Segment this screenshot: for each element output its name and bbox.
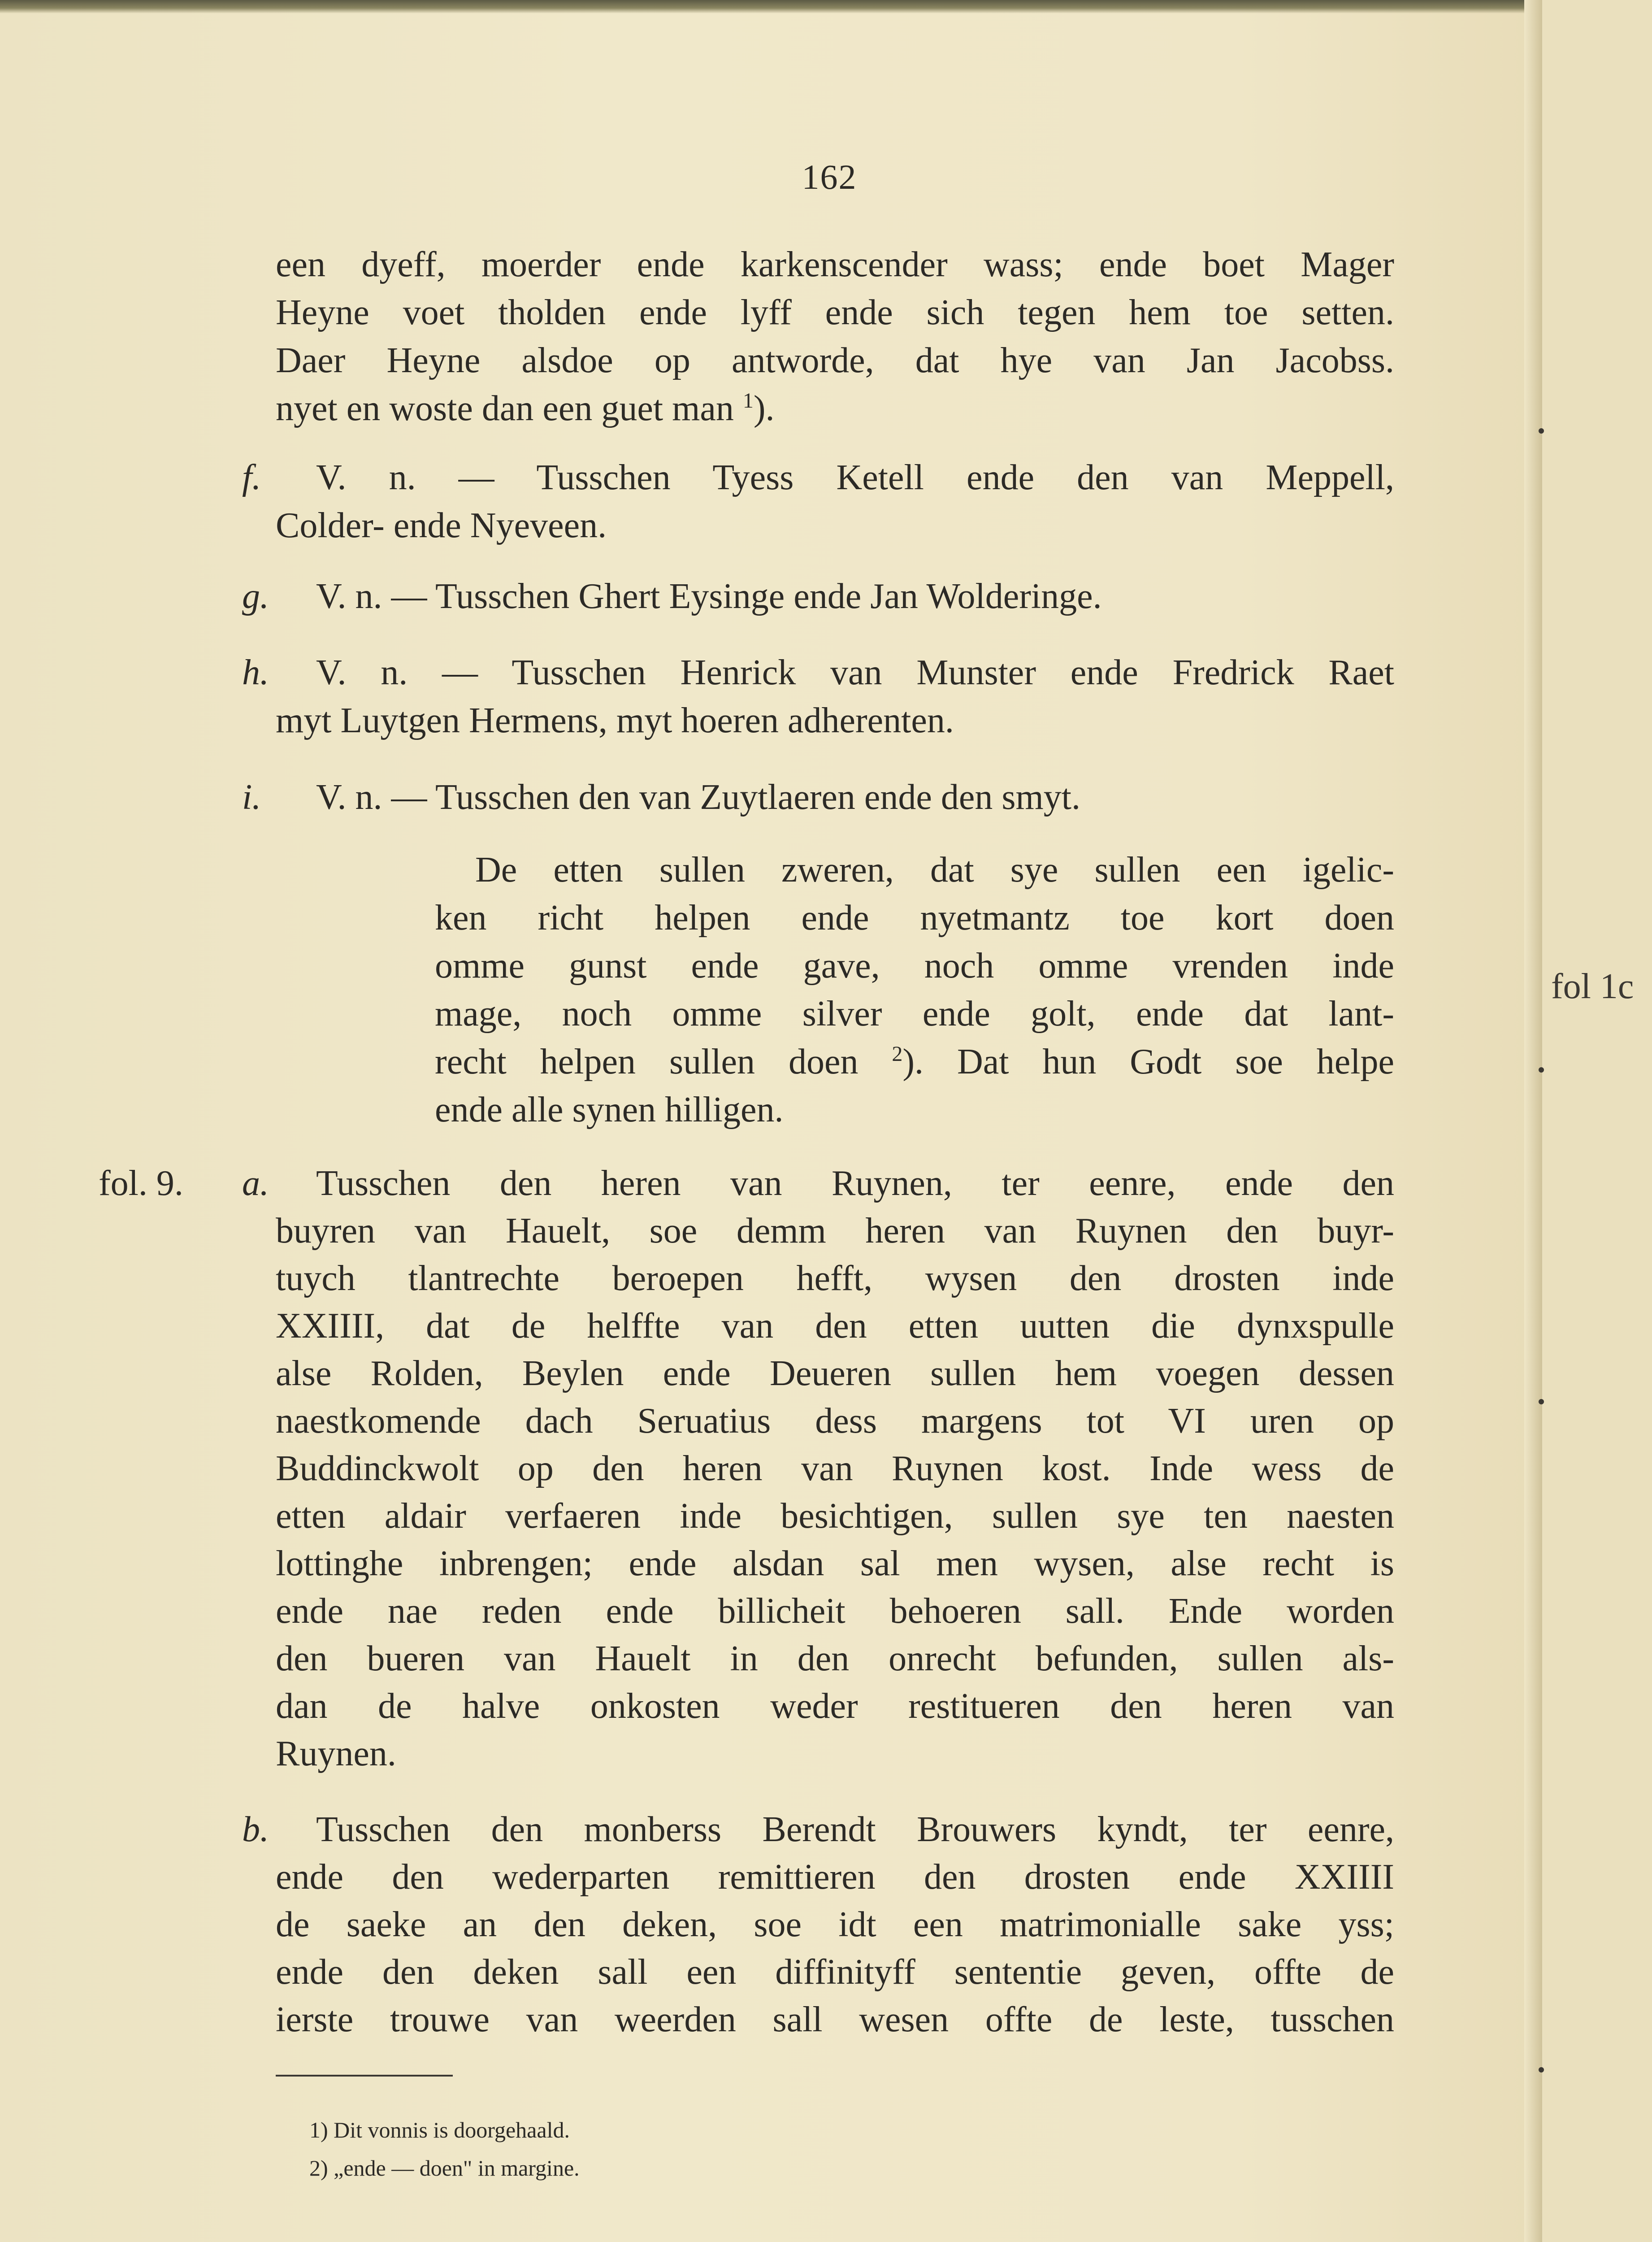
text-line: alse Rolden, Beylen ende Deueren sullen hem voegen dessen	[276, 1354, 1394, 1393]
text-line: tuych tlantrechte beroepen hefft, wysen den drosten inde	[276, 1259, 1394, 1298]
item-label-a: a.	[242, 1164, 269, 1203]
text-line: ierste trouwe van weerden sall wesen offte de leste, tusschen	[276, 2000, 1394, 2039]
text-line: Daer Heyne alsdoe op antworde, dat hye van Jan Jacobss.	[276, 341, 1394, 380]
ink-speck	[1539, 428, 1544, 434]
text-line: de saeke an den deken, soe idt een matrimonialle sake yss;	[276, 1905, 1394, 1944]
text-line: ende nae reden ende billicheit behoeren sall. Ende worden	[276, 1591, 1394, 1631]
item-label-g: g.	[242, 577, 269, 616]
text-line: ende alle synen hilligen.	[435, 1090, 784, 1130]
footnote-rule	[276, 2075, 453, 2077]
text-line: een dyeff, moerder ende karkenscender wass; ende boet Mager	[276, 245, 1394, 284]
text-line: lottinghe inbrengen; ende alsdan sal men wysen, alse recht is	[276, 1544, 1394, 1583]
text-line: naestkomende dach Seruatius dess margens tot VI uren op	[276, 1401, 1394, 1441]
text-line: nyet en woste dan een guet man $^1$).	[276, 389, 775, 428]
text-line: myt Luytgen Hermens, myt hoeren adherenten.	[276, 701, 954, 740]
text-line: recht helpen sullen doen $^2$). Dat hun Godt soe helpe	[435, 1042, 1394, 1082]
text-line: etten aldair verfaeren inde besichtigen, sullen sye ten naesten	[276, 1496, 1394, 1536]
text-line: omme gunst ende gave, noch omme vrenden inde	[435, 946, 1394, 986]
text-line: V. n. — Tusschen den van Zuytlaeren ende den smyt.	[316, 778, 1080, 817]
footnote	[309, 2114, 570, 2146]
text-line: Colder- ende Nyeveen.	[276, 506, 607, 545]
footnote	[309, 2152, 580, 2184]
footnote-number: 2)	[309, 2155, 328, 2181]
text-line: Tusschen den monberss Berendt Brouwers kyndt, ter eenre,	[316, 1810, 1394, 1849]
top-edge	[0, 0, 1652, 13]
ink-speck	[1539, 1067, 1544, 1073]
text-line: ken richt helpen ende nyetmantz toe kort doen	[435, 898, 1394, 938]
text-line: V. n. — Tusschen Henrick van Munster ende Fredrick Raet	[316, 653, 1394, 692]
text-line: ende den wederparten remittieren den drosten ende XXIIII	[276, 1857, 1394, 1897]
text-line: De etten sullen zweren, dat sye sullen een igelic-	[475, 850, 1394, 890]
folio-label: fol. 9.	[99, 1164, 183, 1203]
text-line: Ruynen.	[276, 1734, 396, 1773]
text-line: Buddinckwolt op den heren van Ruynen kost. Inde wess de	[276, 1449, 1394, 1488]
text-line: V. n. — Tusschen Tyess Ketell ende den van Meppell,	[316, 458, 1394, 497]
text-line: ende den deken sall een diffinityff sententie geven, offte de	[276, 1952, 1394, 1992]
ink-speck	[1539, 2067, 1544, 2073]
next-page	[1542, 0, 1652, 2242]
footnote-text: „ende — doen" in margine.	[334, 2155, 580, 2181]
item-label-h: h.	[242, 653, 269, 692]
text-line: dan de halve onkosten weder restitueren den heren van	[276, 1686, 1394, 1726]
next-page-margin-note: fol 1c	[1551, 967, 1634, 1006]
text-line: den bueren van Hauelt in den onrecht befunden, sullen als-	[276, 1639, 1394, 1678]
text-line: Heyne voet tholden ende lyff ende sich tegen hem toe setten.	[276, 293, 1394, 332]
text-line: XXIIII, dat de helffte van den etten uutten die dynxspulle	[276, 1306, 1394, 1346]
item-label-i: i.	[242, 778, 261, 817]
item-label-f: f.	[242, 458, 261, 497]
item-label-b: b.	[242, 1810, 269, 1849]
text-line: V. n. — Tusschen Ghert Eysinge ende Jan Wolderinge.	[316, 577, 1102, 616]
text-line: buyren van Hauelt, soe demm heren van Ruynen den buyr-	[276, 1211, 1394, 1251]
text-line: Tusschen den heren van Ruynen, ter eenre, ende den	[316, 1164, 1394, 1203]
ink-speck	[1539, 1399, 1544, 1404]
footnote-text: Dit vonnis is doorgehaald.	[334, 2117, 570, 2142]
page-number: 162	[802, 157, 857, 196]
text-line: mage, noch omme silver ende golt, ende dat lant-	[435, 994, 1394, 1034]
footnote-number: 1)	[309, 2117, 328, 2142]
